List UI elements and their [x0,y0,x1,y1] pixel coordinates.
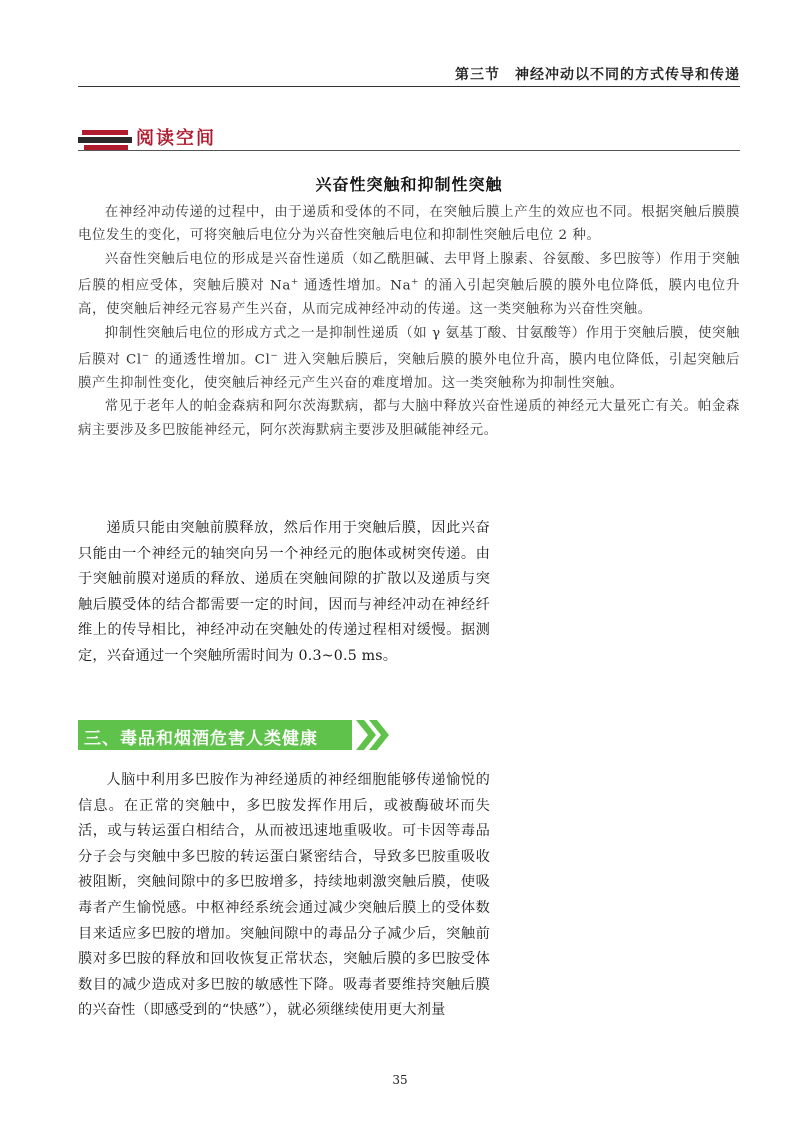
section-paragraph-1: 人脑中利用多巴胺作为神经递质的神经细胞能够传递愉悦的信息。在正常的突触中，多巴胺发挥作用后，或被酶破坏而失活，或与转运蛋白相结合，从而被迅速地重吸收。可卡因等毒品分子会与突触中多巴胺的转运蛋白紧密结合，导致多巴胺重吸收被阻断，突触间隙中的多巴胺增多，持续地刺激突触后膜，使吸毒者产生愉悦感。中枢神经系统会通过减少突触后膜上的受体数目来适应多巴胺的增加。突触间隙中的毒品分子减少后，突触前膜对多巴胺的释放和回收恢复正常状态，突触后膜的多巴胺受体数目的减少造成对多巴胺的敏感性下降。吸毒者要维持突触后膜的兴奋性（即感受到的“快感”），就必须继续使用更大剂量 [78,772,490,1019]
reading-space-header [78,124,740,154]
reading-space-title: 阅读空间 [136,128,216,149]
box-paragraph-4: 常见于老年人的帕金森病和阿尔茨海默病，都与大脑中释放兴奋性递质的神经元大量死亡有关。帕金森病主要涉及多巴胺能神经元，阿尔茨海默病主要涉及胆碱能神经元。 [78,399,740,438]
header-rule [78,86,740,87]
box-p2-part-b: 通透性增加。Na [298,278,412,294]
reading-space-rule [78,150,740,151]
main-column-upper [78,516,490,670]
box-p3-part-a: 抑制性突触后电位的形成方式之一是抑制性递质（如 γ 氨基丁酸、甘氨酸等）作用于突触后膜，使突触后膜对 Cl [78,325,740,368]
box-p3-part-b: 的通透性增加。Cl [149,352,271,368]
box-paragraph-3 [78,322,740,396]
box-paragraph-2 [78,248,740,322]
box-title: 兴奋性突触和抑制性突触 [315,175,503,194]
main-paragraph-1: 递质只能由突触前膜释放，然后作用于突触后膜，因此兴奋只能由一个神经元的轴突向另一个神经元的胞体或树突传递。由于突触前膜对递质的释放、递质在突触间隙的扩散以及递质与突触后膜受体的结合都需要一定的时间，因而与神经冲动在神经纤维上的传导相比，神经冲动在突触处的传递过程相对缓慢。据测定，兴奋通过一个突触所需时间为 0.3~0.5 ms。 [78,520,490,664]
box-p2-part-c: 的涌入引起突触后膜的膜外电位降低，膜内电位升高，使突触后神经元容易产生兴奋，从而完成神经冲动的传递。这一类突触称为兴奋性突触。 [78,278,740,318]
section-banner [78,720,388,750]
sup-plus: + [290,277,299,288]
main-column-lower [78,768,490,1024]
box-paragraph-1: 在神经冲动传递的过程中，由于递质和受体的不同，在突触后膜上产生的效应也不同。根据突触后膜膜电位发生的变化，可将突触后电位分为兴奋性突触后电位和抑制性突触后电位 2 种。 [78,205,740,244]
box-p2-part-a: 兴奋性突触后电位的形成是兴奋性递质（如乙酰胆碱、去甲肾上腺素、谷氨酸、多巴胺等）作用于突触后膜的相应受体，突触后膜对 Na [78,251,740,294]
sup-minus: − [141,350,150,361]
page-number: 35 [392,1073,408,1087]
page-header-title: 第三节 神经冲动以不同的方式传导和传递 [455,67,740,83]
box-p3-part-c: 进入突触后膜后，突触后膜的膜外电位升高，膜内电位降低，引起突触后膜产生抑制性变化，使突触后神经元产生兴奋的难度增加。这一类突触称为抑制性突触。 [78,352,740,391]
stacked-books-icon [78,130,132,152]
double-chevron-right-icon [356,720,390,750]
section-banner-bar [78,720,352,750]
reading-box [78,172,740,442]
section-title: 三、毒品和烟酒危害人类健康 [84,729,318,749]
sup-minus: − [270,350,279,361]
sup-plus: + [411,277,420,288]
